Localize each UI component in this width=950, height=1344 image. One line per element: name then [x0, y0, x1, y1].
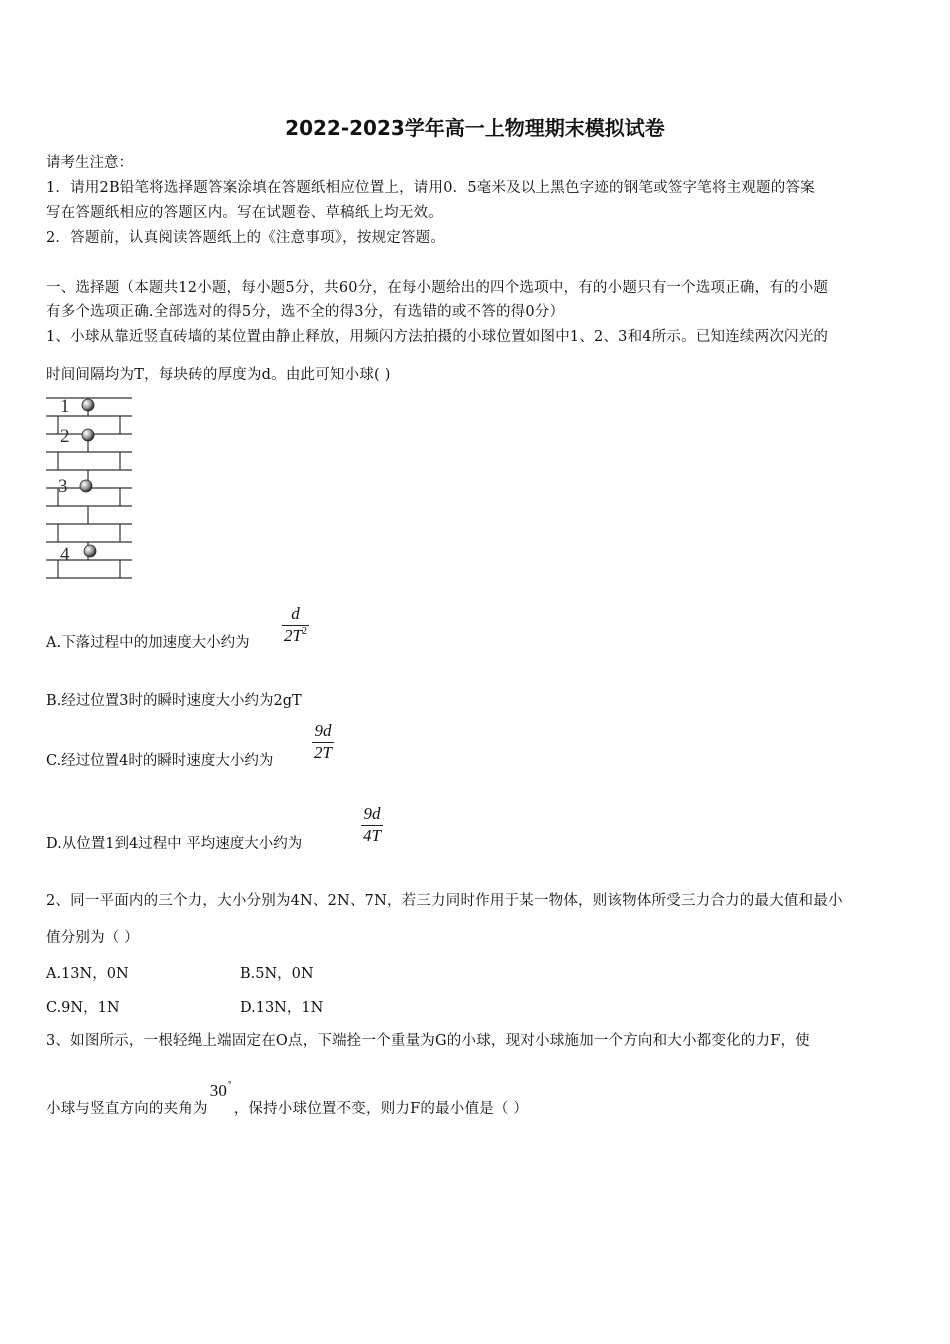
ball-2	[82, 429, 94, 441]
page-title: 2022-2023学年高一上物理期末模拟试卷	[285, 116, 665, 140]
notice-item-1: 1．请用2B铅笔将选择题答案涂填在答题纸相应位置上，请用0．5毫米及以上黑色字迹的钢笔或签字笔将主观题的答案	[46, 180, 815, 196]
notice-heading: 请考生注意：	[46, 155, 133, 171]
q2-option-d[interactable]: D.13N，1N	[240, 1000, 324, 1016]
brick-wall-figure	[44, 394, 136, 590]
q1-option-c-fraction	[312, 721, 334, 763]
q1-option-d-fraction	[361, 804, 383, 846]
angle-number: 30	[209, 1081, 228, 1100]
q2-stem: 2、同一平面内的三个力，大小分别为4N、2N、7N，若三力同时作用于某一物体，则该物体所受三力合力的最大值和最小	[46, 893, 843, 909]
fraction-numerator: 9d	[363, 804, 381, 823]
position-label-2: 2	[60, 426, 70, 447]
fraction-numerator: 9d	[314, 721, 332, 740]
ball-1	[82, 399, 94, 411]
q1-option-a[interactable]	[46, 631, 250, 652]
q2-option-b[interactable]: B.5N，0N	[240, 966, 314, 982]
q1-option-b[interactable]: B.经过位置3时的瞬时速度大小约为2gT	[46, 693, 302, 709]
fraction-denominator: 4T	[363, 826, 381, 845]
notice-item-1-cont: 写在答题纸相应的答题区内。写在试题卷、草稿纸上均无效。	[46, 205, 443, 221]
q1-stem-cont: 时间间隔均为T，每块砖的厚度为d。由此可知小球( )	[46, 367, 391, 383]
q3-stem: 3、如图所示，一根轻绳上端固定在O点，下端拴一个重量为G的小球，现对小球施加一个方向和大小都变化的力F，使	[46, 1033, 810, 1049]
q1-option-c[interactable]	[46, 749, 273, 770]
q3-stem-cont	[46, 1080, 529, 1119]
ball-4	[84, 545, 96, 557]
q1-stem: 1、小球从靠近竖直砖墙的某位置由静止释放，用频闪方法拍摄的小球位置如图中1、2、3和4所示。已知连续两次闪光的	[46, 329, 829, 345]
q3-stem-part2: ，保持小球位置不变，则力F的最小值是（ ）	[233, 1101, 529, 1117]
angle-value	[208, 1080, 234, 1113]
fraction-exponent: 2	[301, 626, 307, 637]
fraction-denominator: 2T	[314, 743, 332, 762]
notice-item-2: 2．答题前，认真阅读答题纸上的《注意事项》，按规定答题。	[46, 230, 446, 246]
ball-3	[80, 480, 92, 492]
q1-option-a-text: A.下落过程中的加速度大小约为	[46, 635, 250, 651]
position-label-3: 3	[58, 476, 68, 497]
section-heading: 一、选择题（本题共12小题，每小题5分，共60分，在每小题给出的四个选项中，有的小题只有一个选项正确，有的小题	[46, 280, 829, 296]
q2-option-c[interactable]: C.9N，1N	[46, 1000, 120, 1016]
q1-option-c-text: C.经过位置4时的瞬时速度大小约为	[46, 753, 274, 769]
fraction-numerator: d	[291, 604, 300, 623]
q2-option-a[interactable]: A.13N，0N	[46, 966, 129, 982]
q1-option-d[interactable]	[46, 832, 302, 853]
angle-unit: °	[227, 1080, 232, 1089]
q1-option-d-text: D.从位置1到4过程中 平均速度大小约为	[46, 836, 303, 852]
section-heading-cont: 有多个选项正确.全部选对的得5分，选不全的得3分，有选错的或不答的得0分）	[46, 304, 565, 320]
q1-option-a-fraction	[282, 604, 309, 646]
q3-stem-part1: 小球与竖直方向的夹角为	[46, 1101, 208, 1117]
position-label-1: 1	[60, 396, 70, 417]
q2-stem-cont: 值分别为（ ）	[46, 930, 140, 946]
fraction-denominator: 2T	[284, 626, 302, 645]
position-label-4: 4	[60, 544, 70, 565]
